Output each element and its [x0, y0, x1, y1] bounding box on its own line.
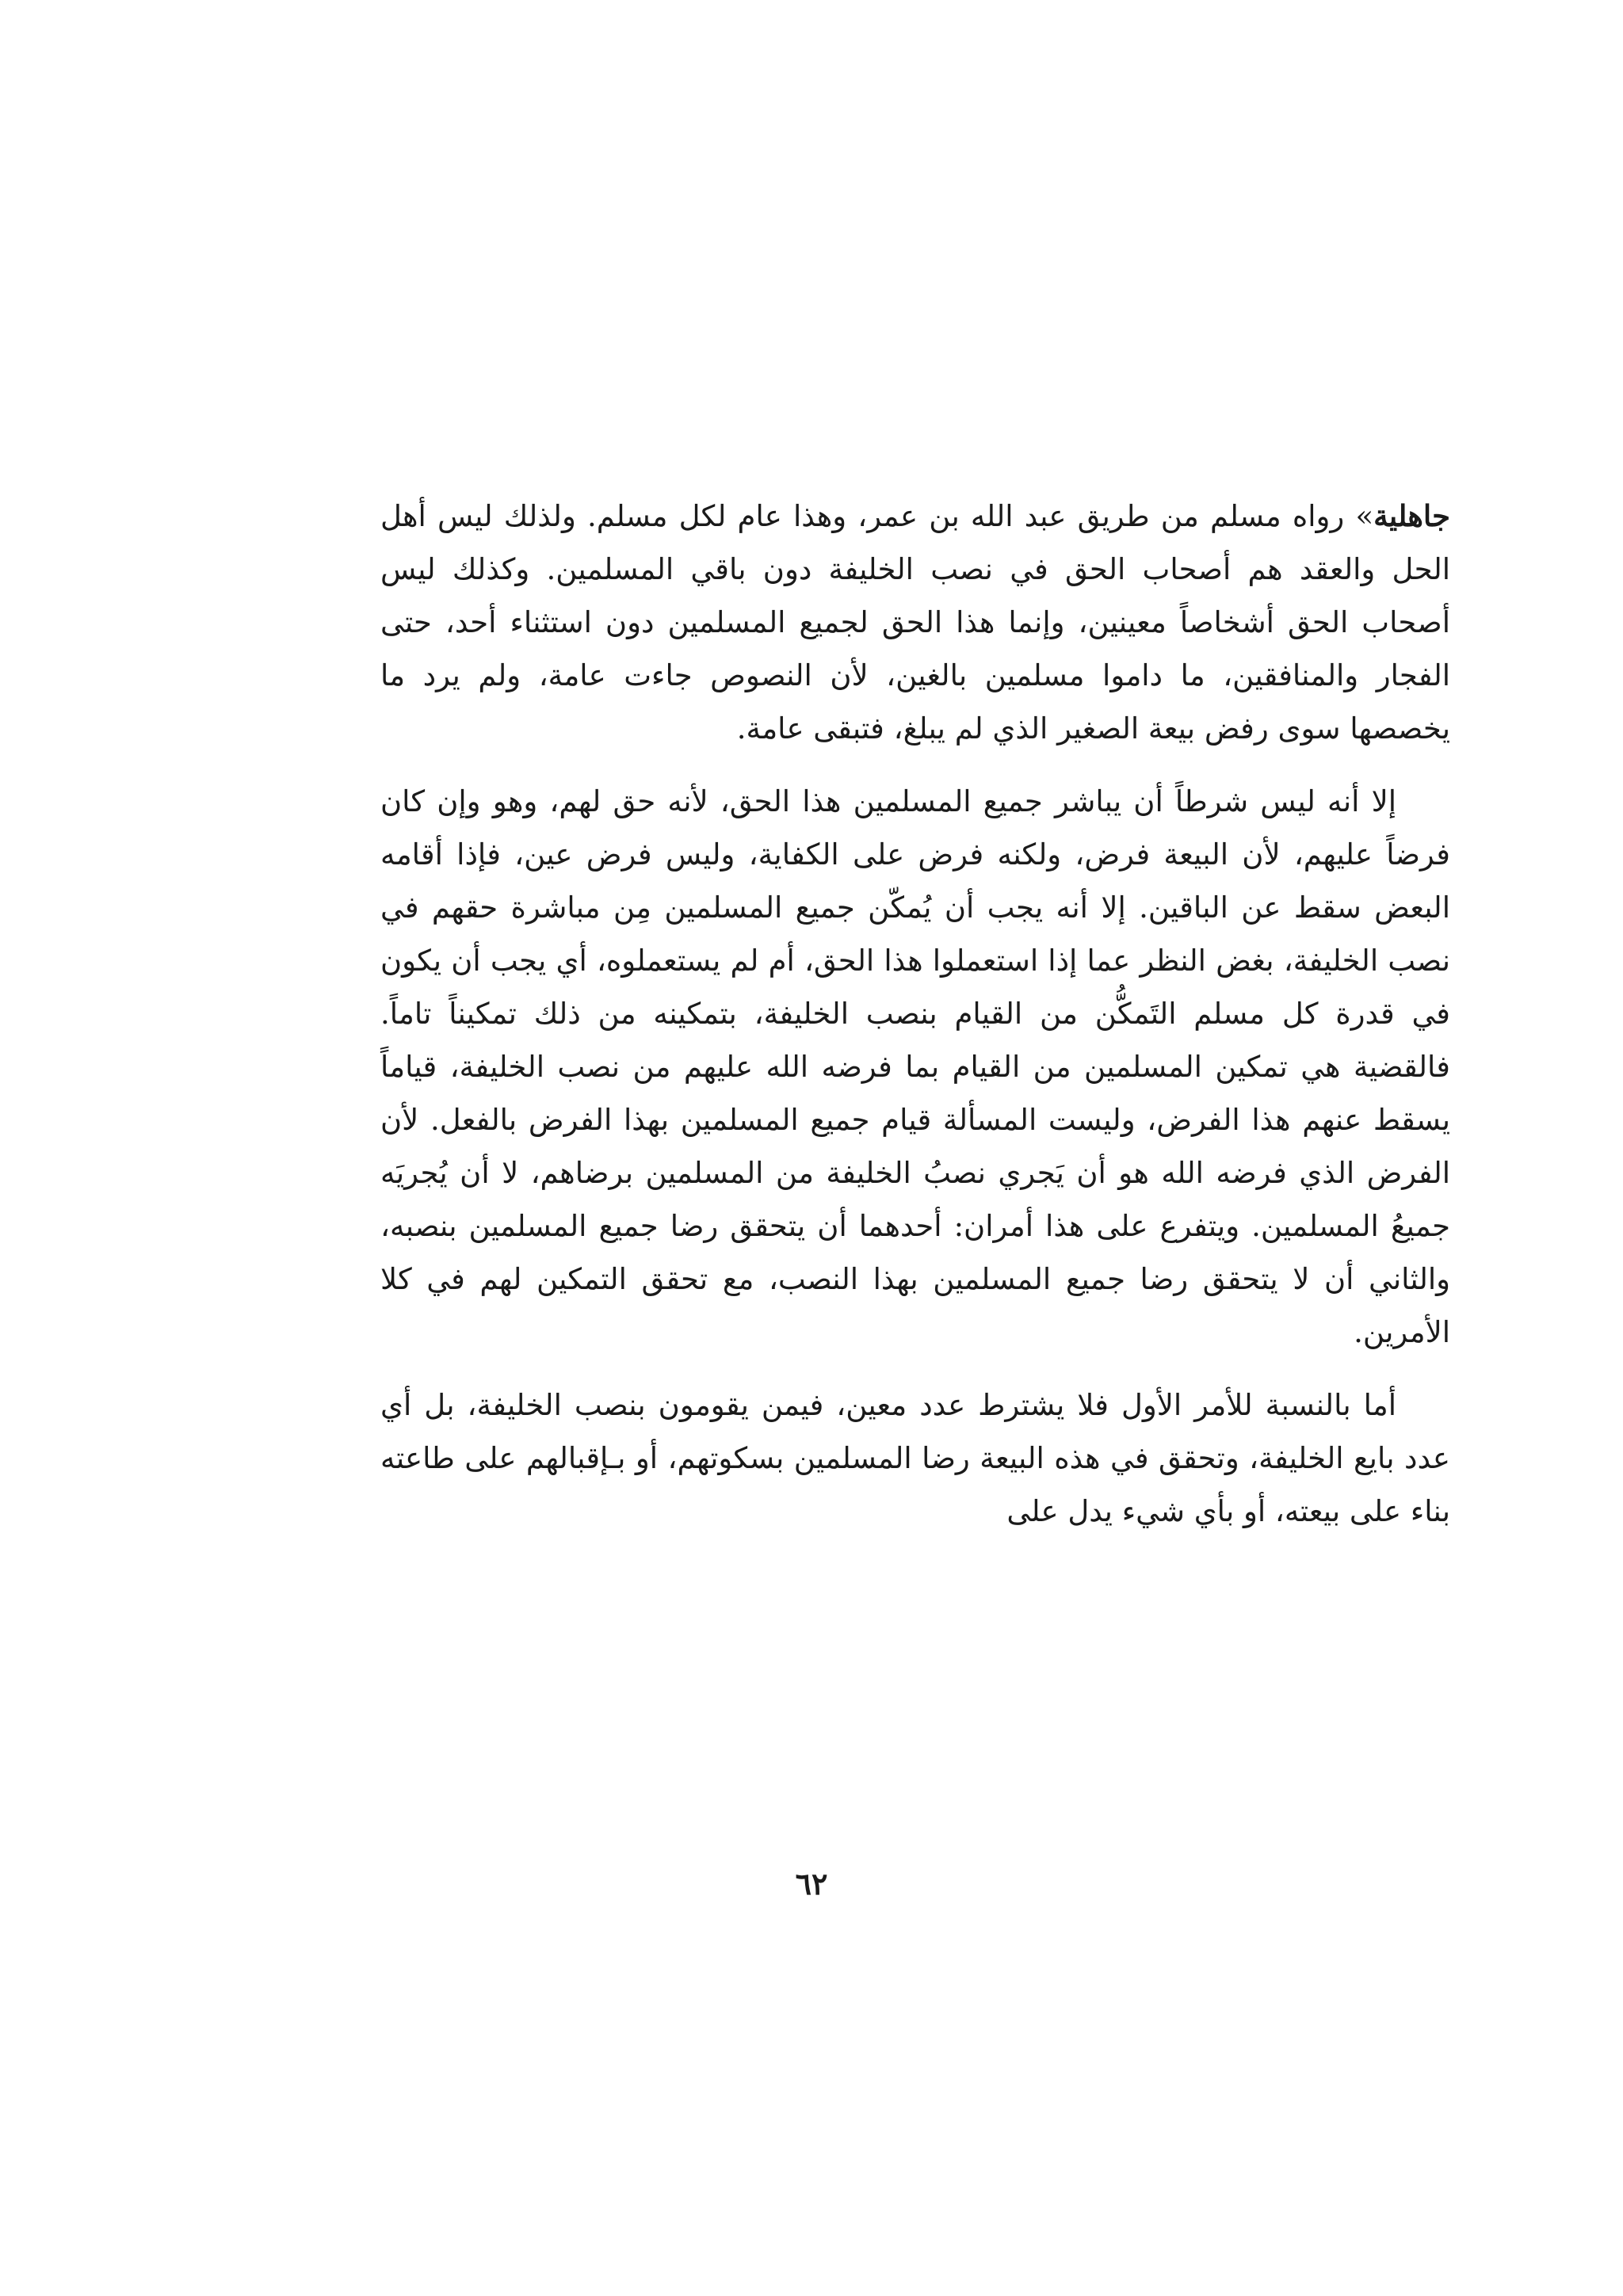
paragraph: أما بالنسبة للأمر الأول فلا يشترط عدد معين، فيمن يقومون بنصب الخليفة، بل أي عدد بايع الخليفة، وتحقق في هذه البيعة رضا المسلمين بسكوتهم، أو بـإقبالهم على طاعته بناء على بيعته، أو بأي شيء يدل على	[380, 1388, 1450, 1528]
body-text	[380, 490, 1450, 1538]
paragraph	[380, 490, 1450, 755]
page-number: ٦٢	[795, 1866, 828, 1901]
paragraph: إلا أنه ليس شرطاً أن يباشر جميع المسلمين هذا الحق، لأنه حق لهم، وهو وإن كان فرضاً عليهم، لأن البيعة فرض، ولكنه فرض على الكفاية، وليس فرض عين، فإذا أقامه البعض سقط عن الباقين. إلا أنه يجب أن يُمكّن جميع المسلمين مِن مباشرة حقهم في نصب الخليفة، بغض النظر عما إذا استعملوا هذا الحق، أم لم يستعملوه، أي يجب أن يكون في قدرة كل مسلم التَمكُّن من القيام بنصب الخليفة، بتمكينه من ذلك تمكيناً تاماً. فالقضية هي تمكين المسلمين من القيام بما فرضه الله عليهم من نصب الخليفة، قياماً يسقط عنهم هذا الفرض، وليست المسألة قيام جميع المسلمين بهذا الفرض بالفعل. لأن الفرض الذي فرضه الله هو أن يَجري نصبُ الخليفة من المسلمين برضاهم، لا أن يُجريَه جميعُ المسلمين. ويتفرع على هذا أمران: أحدهما أن يتحقق رضا جميع المسلمين بنصبه، والثاني أن لا يتحقق رضا جميع المسلمين بهذا النصب، مع تحقق التمكين لهم في كلا الأمرين.	[380, 784, 1450, 1349]
paragraph-text: » رواه مسلم من طريق عبد الله بن عمر، وهذا عام لكل مسلم. ولذلك ليس أهل الحل والعقد هم أصحاب الحق في نصب الخليفة دون باقي المسلمين. وكذلك ليس أصحاب الحق أشخاصاً معينين، وإنما هذا الحق لجميع المسلمين دون استثناء أحد، حتى الفجار والمنافقين، ما داموا مسلمين بالغين، لأن النصوص جاءت عامة، ولم يرد ما يخصصها سوى رفض بيعة الصغير الذي لم يبلغ، فتبقى عامة.	[380, 499, 1450, 746]
bold-lead-word: جاهلية	[1373, 498, 1450, 533]
